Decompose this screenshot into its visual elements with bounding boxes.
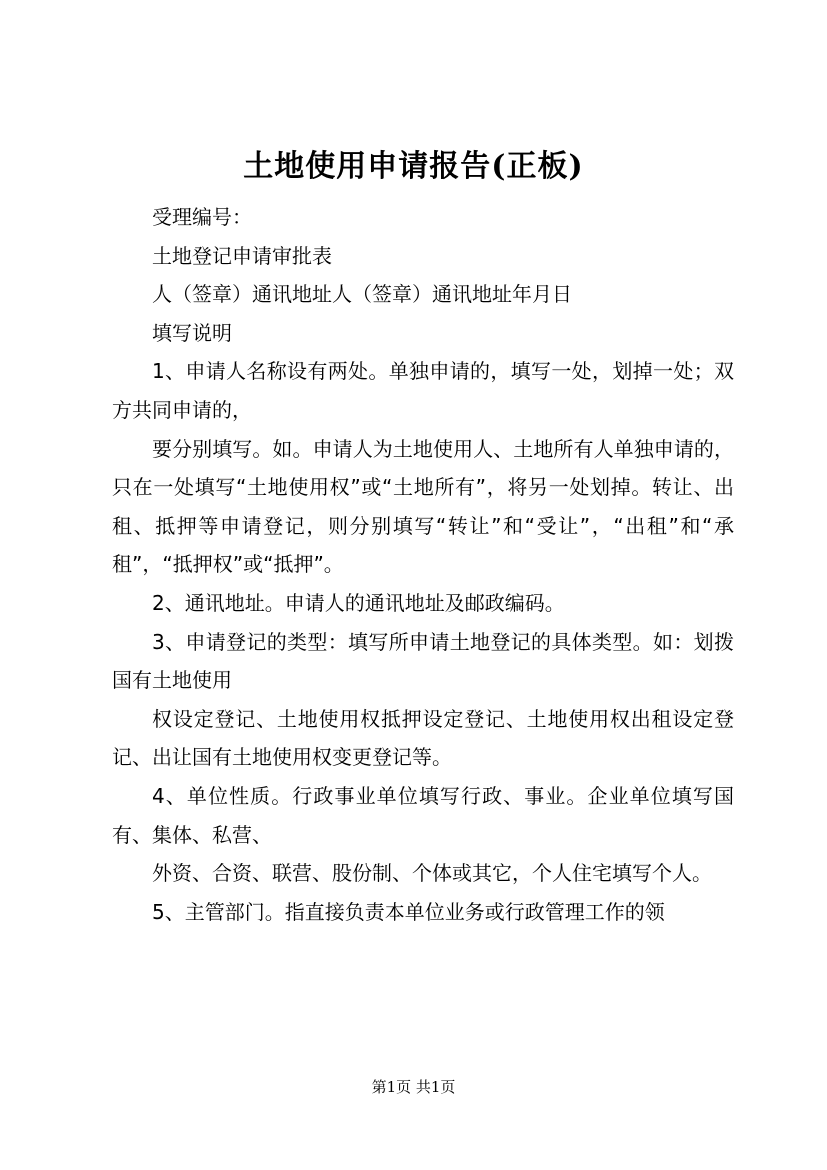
paragraph-acceptance-number: 受理编号：	[152, 205, 252, 229]
paragraph-signature-line: 人（签章）通讯地址人（签章）通讯地址年月日	[152, 282, 572, 307]
paragraph-item-1: 1、申请人名称设有两处。单独申请的，填写一处，划掉一处；双方共同申请的，	[112, 359, 734, 422]
paragraph-item-3: 3、申请登记的类型：填写所申请土地登记的具体类型。如：划拨国有土地使用	[112, 629, 734, 693]
document-title: 土地使用申请报告(正板)	[243, 149, 584, 184]
paragraph-item-5: 5、主管部门。指直接负责本单位业务或行政管理工作的领	[152, 899, 665, 924]
page-number-footer: 第1页 共1页	[371, 1078, 456, 1096]
paragraph-item-4-continued: 外资、合资、联营、股份制、个体或其它，个人住宅填写个人。	[152, 861, 712, 886]
paragraph-instructions-heading: 填写说明	[152, 320, 232, 345]
paragraph-item-4: 4、单位性质。行政事业单位填写行政、事业。企业单位填写国有、集体、私营、	[112, 783, 734, 847]
paragraph-item-2: 2、通讯地址。申请人的通讯地址及邮政编码。	[152, 590, 565, 615]
document-body	[112, 198, 734, 931]
paragraph-form-name: 土地登记申请审批表	[152, 243, 332, 268]
paragraph-item-3-continued: 权设定登记、土地使用权抵押设定登记、土地使用权出租设定登记、出让国有土地使用权变更登记等。	[112, 706, 734, 770]
paragraph-item-1-continued: 要分别填写。如。申请人为土地使用人、土地所有人单独申请的，只在一处填写“土地使用权”或“土地所有”，将另一处划掉。转让、出租、抵押等申请登记，则分别填写“转让”和“受让”，“出租”和“承租”，“抵押权”或“抵押”。	[112, 436, 734, 577]
